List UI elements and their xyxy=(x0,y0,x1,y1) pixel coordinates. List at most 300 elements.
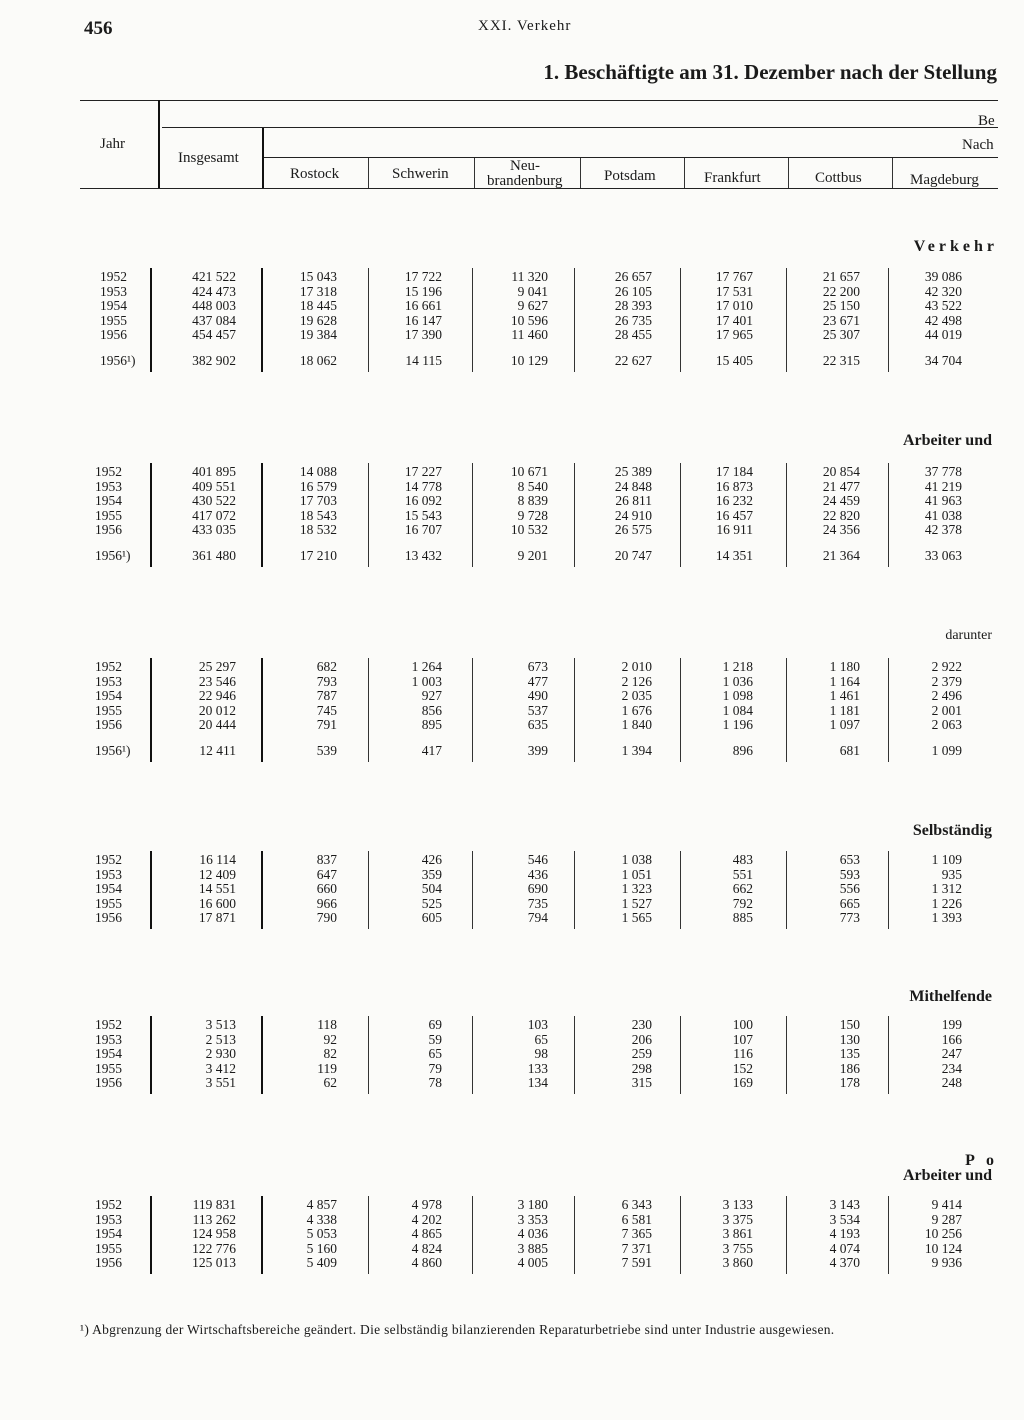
table-cell: 26 811 xyxy=(615,493,652,508)
table-cell: 745 xyxy=(316,702,337,718)
section-title: Selbständig xyxy=(912,822,992,839)
column-divider xyxy=(888,851,889,929)
table-cell: 1 394 xyxy=(621,743,652,758)
table-cell: 10 671 xyxy=(510,464,548,479)
table-cell: 1 181 xyxy=(829,702,860,718)
table-cell: 118 xyxy=(317,1017,337,1032)
table-cell: 454 457 xyxy=(192,327,236,342)
header-be-rule xyxy=(162,127,998,128)
table-cell: 593 xyxy=(839,866,860,882)
table-cell: 2 496 xyxy=(931,688,962,703)
table-cell: 23 546 xyxy=(198,673,236,689)
row-year: 1954 xyxy=(95,881,122,896)
header-divider-3 xyxy=(580,158,581,188)
table-cell: 100 xyxy=(732,1017,753,1032)
column-divider xyxy=(150,1016,152,1094)
header-insgesamt: Insgesamt xyxy=(178,150,239,166)
table-cell: 662 xyxy=(732,881,753,896)
table-cell: 837 xyxy=(316,852,337,867)
table-cell: 790 xyxy=(316,910,337,925)
table-cell: 24 459 xyxy=(822,493,860,508)
table-cell: 23 671 xyxy=(822,312,860,328)
table-cell: 15 196 xyxy=(404,283,442,299)
table-cell: 793 xyxy=(316,673,337,689)
table-cell: 12 409 xyxy=(198,866,236,882)
table-cell: 3 180 xyxy=(517,1197,548,1212)
table-cell: 34 704 xyxy=(924,353,962,368)
row-year: 1956 xyxy=(95,1255,122,1270)
table-cell: 9 201 xyxy=(517,548,548,563)
table-cell: 16 114 xyxy=(199,852,236,867)
table-cell: 16 147 xyxy=(404,312,442,328)
table-cell: 119 831 xyxy=(192,1197,236,1212)
running-head: XXI. Verkehr xyxy=(478,18,572,34)
table-cell: 16 873 xyxy=(715,478,753,494)
table-cell: 399 xyxy=(527,743,548,758)
column-divider xyxy=(368,851,369,929)
table-cell: 4 370 xyxy=(829,1255,860,1270)
table-cell: 10 124 xyxy=(924,1240,962,1256)
column-divider xyxy=(261,268,263,372)
table-cell: 15 543 xyxy=(404,507,442,523)
table-cell: 4 860 xyxy=(411,1255,442,1270)
table-cell: 2 930 xyxy=(205,1046,236,1061)
header-cottbus: Cottbus xyxy=(815,170,862,186)
table-cell: 1 461 xyxy=(829,688,860,703)
table-cell: 107 xyxy=(732,1031,753,1047)
table-cell: 16 232 xyxy=(715,493,753,508)
table-cell: 14 778 xyxy=(404,478,442,494)
table-cell: 4 338 xyxy=(306,1211,337,1227)
row-year: 1952 xyxy=(95,659,122,674)
table-cell: 65 xyxy=(428,1046,442,1061)
table-cell: 199 xyxy=(941,1017,962,1032)
table-cell: 2 513 xyxy=(205,1031,236,1047)
table-cell: 18 062 xyxy=(299,353,337,368)
table-cell: 653 xyxy=(839,852,860,867)
column-divider xyxy=(261,1016,263,1094)
table-cell: 10 256 xyxy=(924,1226,962,1241)
column-divider xyxy=(368,463,369,567)
column-divider xyxy=(150,851,152,929)
table-cell: 1 840 xyxy=(621,717,652,732)
row-year: 1956 xyxy=(100,327,127,342)
column-divider xyxy=(368,268,369,372)
table-cell: 417 072 xyxy=(192,507,236,523)
table-cell: 17 210 xyxy=(299,548,337,563)
table-cell: 4 202 xyxy=(411,1211,442,1227)
header-brandenburg: brandenburg xyxy=(487,173,563,189)
row-year: 1956 xyxy=(95,910,122,925)
table-cell: 966 xyxy=(316,895,337,911)
table-cell: 78 xyxy=(428,1075,442,1090)
table-cell: 537 xyxy=(527,702,548,718)
table-cell: 5 053 xyxy=(306,1226,337,1241)
column-divider xyxy=(888,1196,889,1274)
table-cell: 1 038 xyxy=(621,852,652,867)
column-divider xyxy=(888,463,889,567)
table-cell: 3 353 xyxy=(517,1211,548,1227)
table-cell: 8 839 xyxy=(517,493,548,508)
section-title: Mithelfende xyxy=(909,988,992,1005)
table-cell: 17 390 xyxy=(404,327,442,342)
table-cell: 895 xyxy=(421,717,442,732)
table-cell: 42 498 xyxy=(924,312,962,328)
table-cell: 135 xyxy=(839,1046,860,1061)
table-cell: 1 097 xyxy=(829,717,860,732)
table-cell: 124 958 xyxy=(192,1226,236,1241)
table-cell: 546 xyxy=(527,852,548,867)
table-cell: 3 412 xyxy=(205,1060,236,1076)
header-frankfurt: Frankfurt xyxy=(704,170,761,186)
table-cell: 11 320 xyxy=(511,269,548,284)
header-nach: Nach xyxy=(962,137,994,153)
table-cell: 21 477 xyxy=(822,478,860,494)
table-cell: 17 184 xyxy=(715,464,753,479)
table-cell: 17 871 xyxy=(198,910,236,925)
table-cell: 22 315 xyxy=(822,353,860,368)
table-cell: 18 445 xyxy=(299,298,337,313)
column-divider xyxy=(472,268,473,372)
table-cell: 166 xyxy=(941,1031,962,1047)
column-divider xyxy=(786,463,787,567)
table-cell: 2 035 xyxy=(621,688,652,703)
table-cell: 28 455 xyxy=(614,327,652,342)
table-cell: 133 xyxy=(527,1060,548,1076)
table-cell: 42 320 xyxy=(924,283,962,299)
table-cell: 361 480 xyxy=(192,548,236,563)
column-divider xyxy=(680,1016,681,1094)
table-cell: 9 287 xyxy=(931,1211,962,1227)
table-cell: 25 150 xyxy=(822,298,860,313)
table-cell: 125 013 xyxy=(192,1255,236,1270)
table-cell: 1 051 xyxy=(621,866,652,882)
table-cell: 681 xyxy=(839,743,860,758)
table-cell: 17 401 xyxy=(715,312,753,328)
row-year: 1956 xyxy=(95,717,122,732)
table-cell: 409 551 xyxy=(192,478,236,494)
table-cell: 24 356 xyxy=(822,522,860,537)
table-cell: 169 xyxy=(732,1075,753,1090)
column-divider xyxy=(574,851,575,929)
table-cell: 122 776 xyxy=(192,1240,236,1256)
column-divider xyxy=(680,658,681,762)
column-divider xyxy=(261,851,263,929)
table-cell: 682 xyxy=(316,659,337,674)
row-year: 1954 xyxy=(100,298,127,313)
table-cell: 3 513 xyxy=(205,1017,236,1032)
column-divider xyxy=(261,658,263,762)
row-year: 1952 xyxy=(100,269,127,284)
table-cell: 735 xyxy=(527,895,548,911)
table-cell: 4 978 xyxy=(411,1197,442,1212)
table-cell: 10 129 xyxy=(510,353,548,368)
table-cell: 433 035 xyxy=(192,522,236,537)
table-cell: 9 627 xyxy=(517,298,548,313)
row-year: 1953 xyxy=(95,1031,122,1047)
table-cell: 134 xyxy=(527,1075,548,1090)
table-cell: 16 579 xyxy=(299,478,337,494)
table-cell: 2 001 xyxy=(931,702,962,718)
table-cell: 13 432 xyxy=(404,548,442,563)
table-cell: 436 xyxy=(527,866,548,882)
table-cell: 42 378 xyxy=(924,522,962,537)
table-cell: 16 600 xyxy=(198,895,236,911)
table-cell: 1 098 xyxy=(722,688,753,703)
table-cell: 62 xyxy=(323,1075,337,1090)
row-year: 1953 xyxy=(95,866,122,882)
table-cell: 2 379 xyxy=(931,673,962,689)
table-cell: 660 xyxy=(316,881,337,896)
table-cell: 22 946 xyxy=(198,688,236,703)
table-cell: 1 196 xyxy=(722,717,753,732)
table-cell: 1 527 xyxy=(621,895,652,911)
table-cell: 26 575 xyxy=(614,522,652,537)
table-cell: 359 xyxy=(421,866,442,882)
table-cell: 25 389 xyxy=(614,464,652,479)
table-cell: 605 xyxy=(421,910,442,925)
row-year: 1955 xyxy=(95,1060,122,1076)
column-divider xyxy=(574,1016,575,1094)
header-divider-6 xyxy=(892,158,893,188)
table-cell: 791 xyxy=(316,717,337,732)
table-cell: 5 409 xyxy=(306,1255,337,1270)
column-divider xyxy=(574,268,575,372)
table-cell: 1 312 xyxy=(931,881,962,896)
page-number: 456 xyxy=(84,18,113,39)
column-divider xyxy=(261,1196,263,1274)
table-cell: 2 010 xyxy=(621,659,652,674)
header-divider-2 xyxy=(474,158,475,188)
section-title: darunter xyxy=(945,628,992,643)
table-cell: 315 xyxy=(631,1075,652,1090)
table-cell: 792 xyxy=(732,895,753,911)
footnote: ¹) Abgrenzung der Wirtschaftsbereiche geändert. Die selbständig bilanzierenden Reparaturbetriebe sind unter Industrie ausgewiesen. xyxy=(80,1322,835,1337)
table-cell: 1 218 xyxy=(722,659,753,674)
table-cell: 59 xyxy=(428,1031,442,1047)
column-divider xyxy=(472,1196,473,1274)
table-cell: 103 xyxy=(527,1017,548,1032)
table-cell: 17 010 xyxy=(715,298,753,313)
table-cell: 11 460 xyxy=(511,327,548,342)
row-year: 1955 xyxy=(100,312,127,328)
table-title: 1. Beschäftigte am 31. Dezember nach der Stellung xyxy=(543,60,997,84)
table-cell: 15 405 xyxy=(715,353,753,368)
table-cell: 17 531 xyxy=(715,283,753,299)
table-cell: 4 005 xyxy=(517,1255,548,1270)
column-divider xyxy=(574,1196,575,1274)
table-cell: 401 895 xyxy=(192,464,236,479)
table-cell: 16 911 xyxy=(716,522,753,537)
table-cell: 1 676 xyxy=(621,702,652,718)
table-cell: 15 043 xyxy=(299,269,337,284)
column-divider xyxy=(261,463,263,567)
table-cell: 635 xyxy=(527,717,548,732)
row-year: 1953 xyxy=(95,478,122,494)
table-cell: 150 xyxy=(839,1017,860,1032)
table-cell: 8 540 xyxy=(517,478,548,494)
column-divider xyxy=(888,658,889,762)
column-divider xyxy=(368,1196,369,1274)
table-cell: 3 551 xyxy=(205,1075,236,1090)
table-cell: 206 xyxy=(631,1031,652,1047)
table-cell: 1 323 xyxy=(621,881,652,896)
table-cell: 3 861 xyxy=(722,1226,753,1241)
table-cell: 483 xyxy=(732,852,753,867)
table-cell: 22 200 xyxy=(822,283,860,299)
table-cell: 647 xyxy=(316,866,337,882)
row-year: 1953 xyxy=(95,673,122,689)
table-cell: 17 722 xyxy=(404,269,442,284)
table-cell: 4 036 xyxy=(517,1226,548,1241)
column-divider xyxy=(150,268,152,372)
section-title: P o xyxy=(965,1152,998,1169)
table-cell: 33 063 xyxy=(924,548,962,563)
column-divider xyxy=(786,658,787,762)
column-divider xyxy=(786,268,787,372)
table-cell: 247 xyxy=(941,1046,962,1061)
table-cell: 1 084 xyxy=(722,702,753,718)
header-potsdam: Potsdam xyxy=(604,168,656,184)
table-cell: 10 596 xyxy=(510,312,548,328)
table-cell: 424 473 xyxy=(192,283,236,299)
table-cell: 39 086 xyxy=(924,269,962,284)
table-cell: 1 565 xyxy=(621,910,652,925)
table-cell: 259 xyxy=(631,1046,652,1061)
table-cell: 539 xyxy=(316,743,337,758)
table-cell: 1 226 xyxy=(931,895,962,911)
table-cell: 17 965 xyxy=(715,327,753,342)
table-cell: 26 657 xyxy=(614,269,652,284)
table-cell: 14 088 xyxy=(299,464,337,479)
table-cell: 448 003 xyxy=(192,298,236,313)
header-nach-rule xyxy=(264,157,998,158)
table-cell: 22 627 xyxy=(614,353,652,368)
table-cell: 4 865 xyxy=(411,1226,442,1241)
table-cell: 24 910 xyxy=(614,507,652,523)
table-cell: 504 xyxy=(421,881,442,896)
table-cell: 113 262 xyxy=(192,1211,236,1227)
table-cell: 7 371 xyxy=(621,1240,652,1256)
table-cell: 69 xyxy=(428,1017,442,1032)
table-cell: 1 099 xyxy=(931,743,962,758)
table-cell: 2 126 xyxy=(621,673,652,689)
table-cell: 248 xyxy=(941,1075,962,1090)
table-cell: 18 543 xyxy=(299,507,337,523)
table-cell: 65 xyxy=(534,1031,548,1047)
table-cell: 43 522 xyxy=(924,298,962,313)
row-year: 1956 xyxy=(95,1075,122,1090)
table-cell: 152 xyxy=(732,1060,753,1076)
table-cell: 3 534 xyxy=(829,1211,860,1227)
table-cell: 3 143 xyxy=(829,1197,860,1212)
table-cell: 5 160 xyxy=(306,1240,337,1256)
header-schwerin: Schwerin xyxy=(392,166,449,182)
table-cell: 19 628 xyxy=(299,312,337,328)
table-cell: 14 351 xyxy=(715,548,753,563)
table-cell: 856 xyxy=(421,702,442,718)
row-year: 1955 xyxy=(95,895,122,911)
table-cell: 28 393 xyxy=(614,298,652,313)
table-cell: 7 365 xyxy=(621,1226,652,1241)
column-divider xyxy=(680,268,681,372)
column-divider xyxy=(574,658,575,762)
table-cell: 22 820 xyxy=(822,507,860,523)
table-cell: 79 xyxy=(428,1060,442,1076)
table-cell: 44 019 xyxy=(924,327,962,342)
table-cell: 896 xyxy=(732,743,753,758)
table-cell: 794 xyxy=(527,910,548,925)
table-cell: 234 xyxy=(941,1060,962,1076)
table-cell: 16 707 xyxy=(404,522,442,537)
header-divider-4 xyxy=(684,158,685,188)
table-cell: 25 297 xyxy=(198,659,236,674)
header-divider-1 xyxy=(368,158,369,188)
header-neu: Neu- xyxy=(510,158,540,174)
row-year: 1953 xyxy=(100,283,127,299)
table-cell: 92 xyxy=(323,1031,337,1047)
table-cell: 787 xyxy=(316,688,337,703)
table-cell: 4 857 xyxy=(306,1197,337,1212)
header-divider-5 xyxy=(788,158,789,188)
table-cell: 9 936 xyxy=(931,1255,962,1270)
row-year: 1955 xyxy=(95,507,122,523)
table-cell: 12 411 xyxy=(199,743,236,758)
table-cell: 17 703 xyxy=(299,493,337,508)
table-cell: 885 xyxy=(732,910,753,925)
header-magdeburg: Magdeburg xyxy=(910,172,979,188)
header-rostock: Rostock xyxy=(290,166,340,182)
table-cell: 1 109 xyxy=(931,852,962,867)
column-divider xyxy=(472,1016,473,1094)
table-cell: 3 755 xyxy=(722,1240,753,1256)
column-divider xyxy=(150,463,152,567)
table-cell: 16 092 xyxy=(404,493,442,508)
table-cell: 14 551 xyxy=(198,881,236,896)
header-divider-insgesamt xyxy=(262,128,264,188)
table-cell: 178 xyxy=(839,1075,860,1090)
table-cell: 430 522 xyxy=(192,493,236,508)
table-cell: 382 902 xyxy=(192,353,236,368)
table-cell: 3 885 xyxy=(517,1240,548,1256)
table-cell: 1 393 xyxy=(931,910,962,925)
column-divider xyxy=(786,851,787,929)
table-cell: 935 xyxy=(941,866,962,882)
table-cell: 1 003 xyxy=(411,673,442,689)
table-cell: 119 xyxy=(317,1060,337,1076)
table-cell: 690 xyxy=(527,881,548,896)
table-cell: 6 581 xyxy=(621,1211,652,1227)
table-cell: 10 532 xyxy=(510,522,548,537)
table-cell: 41 038 xyxy=(924,507,962,523)
table-cell: 230 xyxy=(631,1017,652,1032)
table-cell: 490 xyxy=(527,688,548,703)
column-divider xyxy=(888,268,889,372)
table-cell: 20 854 xyxy=(822,464,860,479)
table-cell: 21 364 xyxy=(822,548,860,563)
table-cell: 665 xyxy=(839,895,860,911)
table-cell: 3 133 xyxy=(722,1197,753,1212)
table-cell: 20 012 xyxy=(198,702,236,718)
column-divider xyxy=(680,463,681,567)
table-cell: 82 xyxy=(323,1046,337,1061)
table-cell: 298 xyxy=(631,1060,652,1076)
row-year: 1953 xyxy=(95,1211,122,1227)
table-cell: 9 041 xyxy=(517,283,548,299)
column-divider xyxy=(150,1196,152,1274)
table-cell: 4 193 xyxy=(829,1226,860,1241)
table-cell: 14 115 xyxy=(405,353,442,368)
